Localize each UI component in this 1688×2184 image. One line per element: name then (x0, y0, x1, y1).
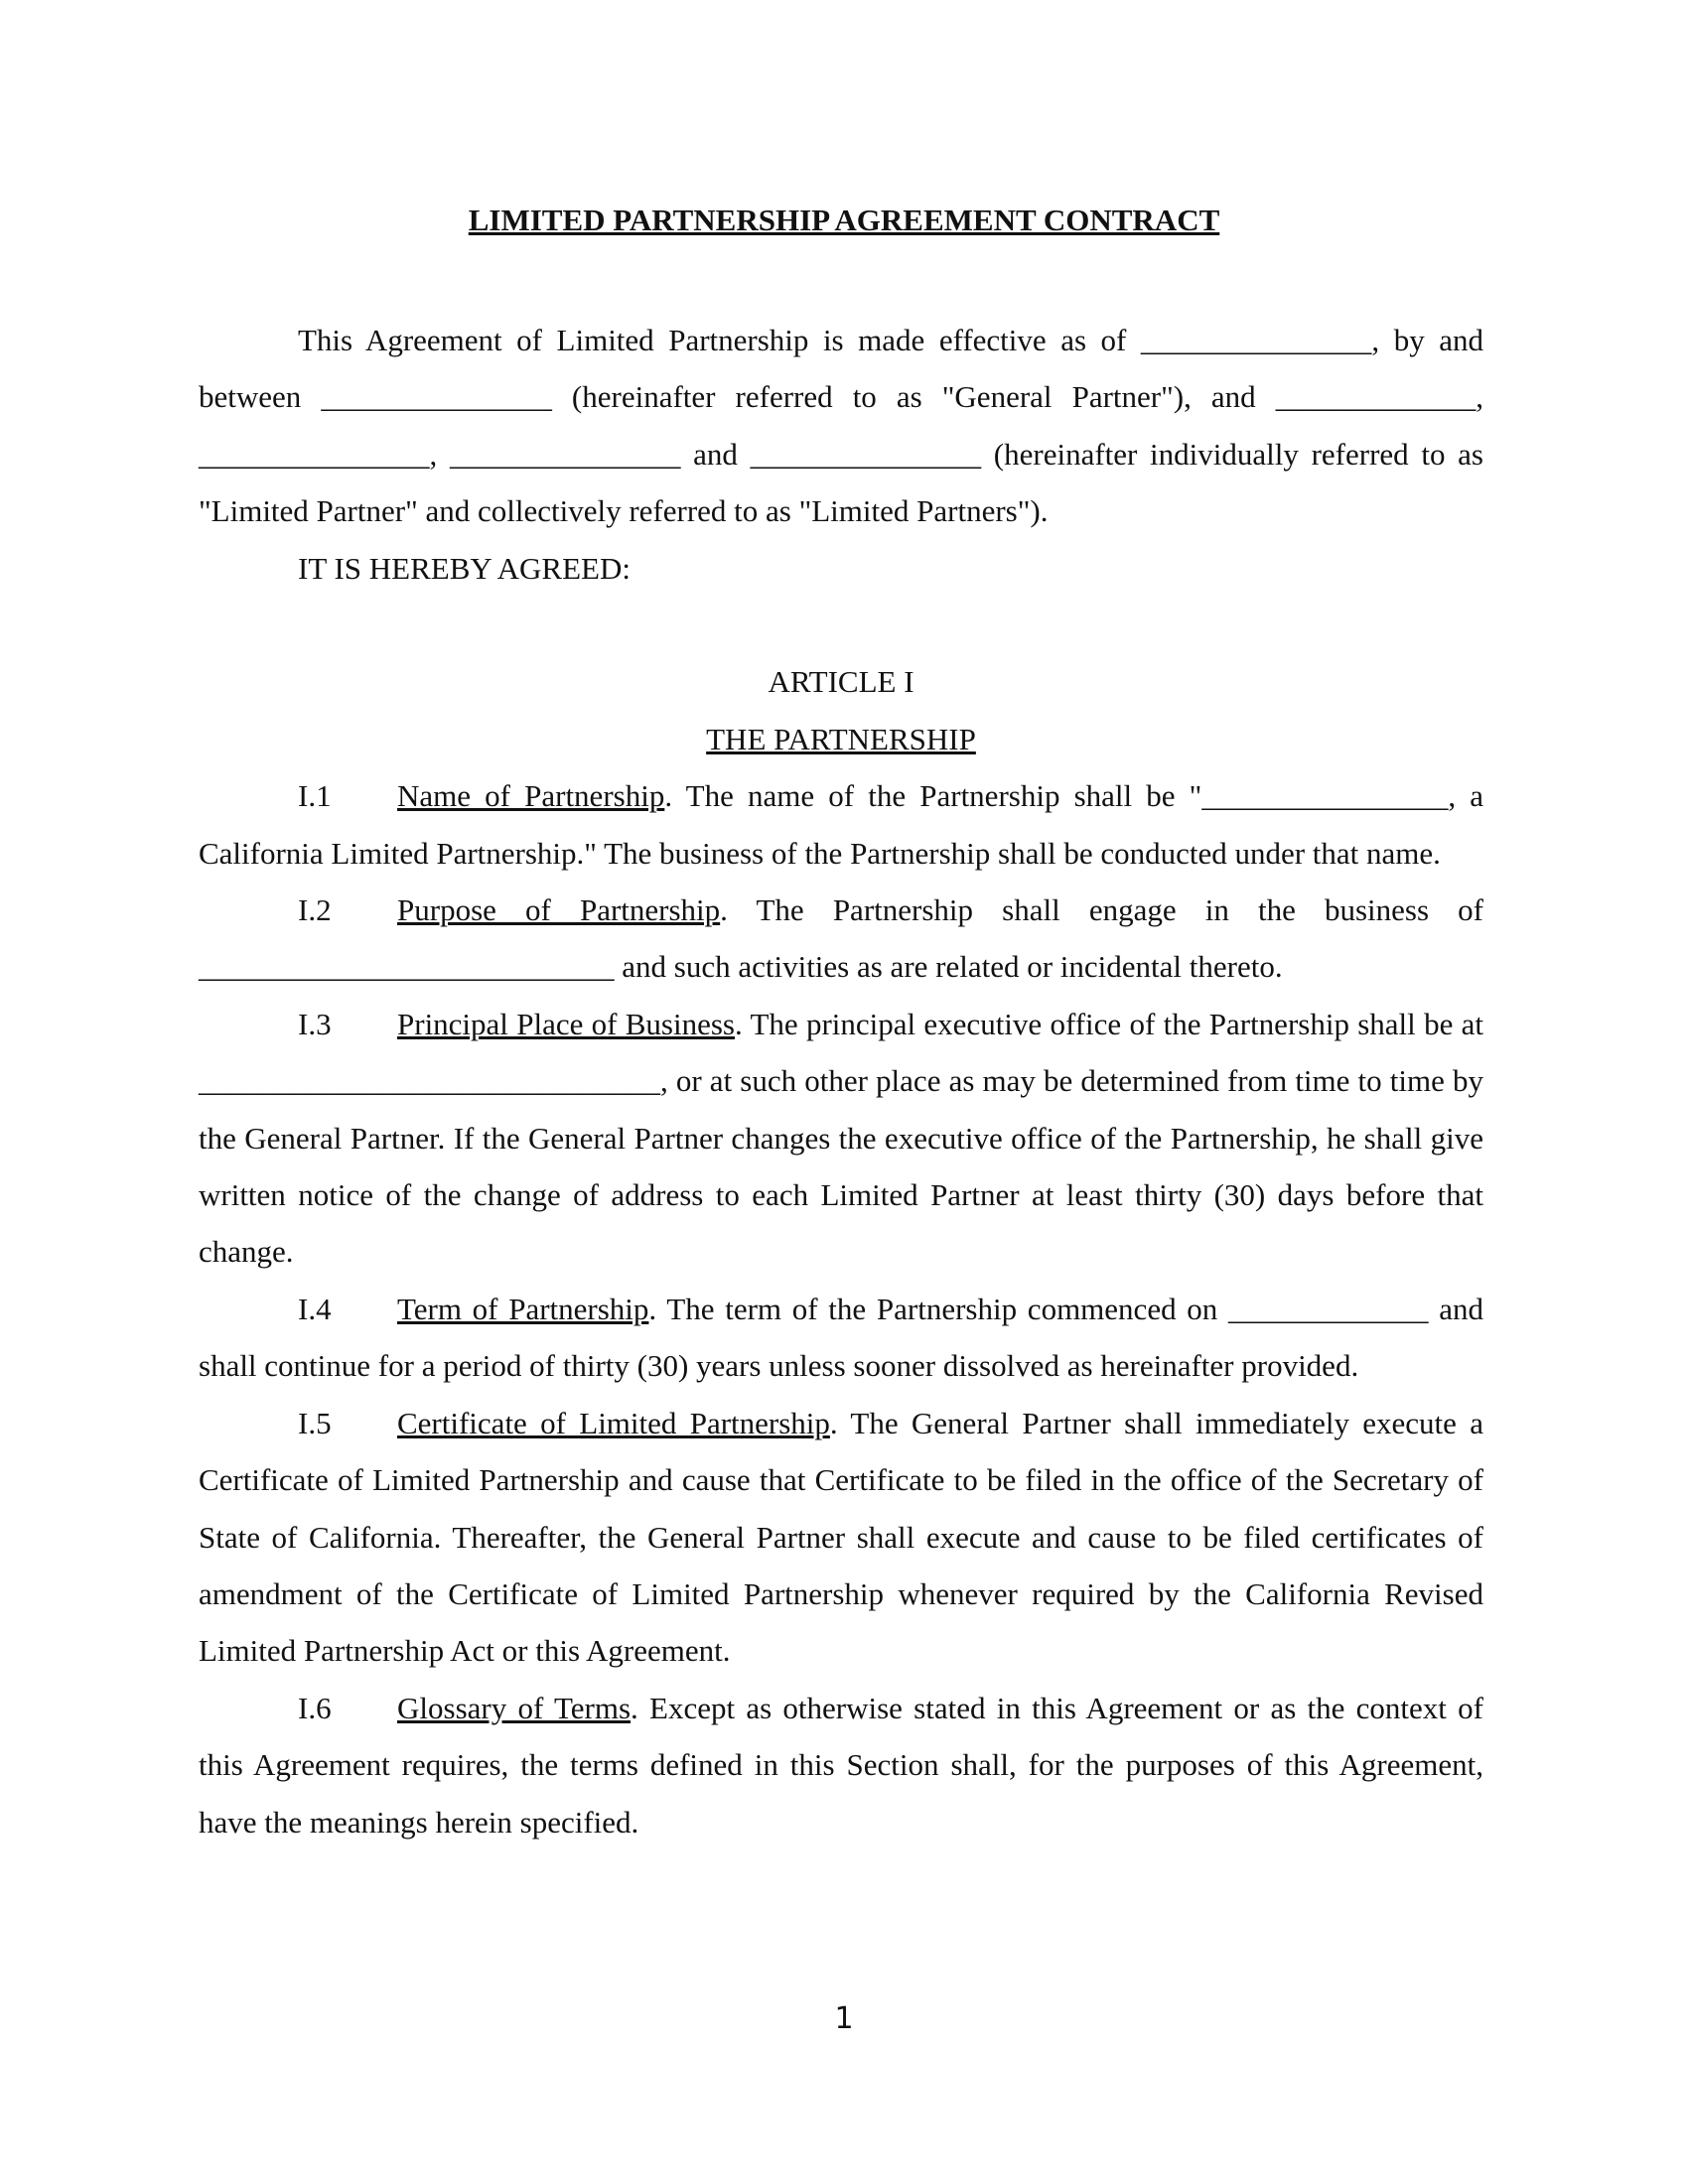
section-number: I.1 (298, 778, 332, 814)
document-body (199, 312, 1483, 1850)
section-heading: Term of Partnership (397, 1291, 649, 1326)
section-number: I.6 (298, 1690, 332, 1725)
article-title-text: THE PARTNERSHIP (706, 721, 976, 756)
section-3 (199, 996, 1483, 1281)
agreed-line: IT IS HEREBY AGREED: (298, 550, 631, 586)
section-1 (199, 767, 1483, 882)
section-5 (199, 1395, 1483, 1680)
section-4 (199, 1281, 1483, 1395)
article-title (199, 711, 1483, 767)
section-text: . The term of the Partnership commenced on _____________ and shall continue for a period of thirty (30) years unless sooner dissolved as hereinafter provided. (199, 1291, 1483, 1384)
section-number: I.5 (298, 1405, 332, 1440)
section-number: I.3 (298, 1006, 332, 1041)
section-text: . The name of the Partnership shall be "________________, a California Limited Partnership." The business of the Partnership shall be conducted under that name. (199, 778, 1483, 871)
article-number: ARTICLE I (768, 664, 914, 700)
page-number: 1 (834, 2001, 854, 2036)
section-6 (199, 1680, 1483, 1850)
section-number: I.4 (298, 1291, 332, 1326)
section-number: I.2 (298, 892, 332, 928)
section-2 (199, 882, 1483, 996)
section-heading: Purpose of Partnership (397, 892, 721, 928)
section-text: . The General Partner shall immediately execute a Certificate of Limited Partnership and cause that Certificate to be filed in the office of the Secretary of State of California. Thereafter, the General Partner shall execute and cause to be filed certificates of amendment of the Certificate of Limited Partnership whenever required by the California Revised Limited Partnership Act or this Agreement. (199, 1405, 1483, 1669)
section-heading: Principal Place of Business (397, 1006, 735, 1041)
section-heading: Name of Partnership (397, 778, 665, 814)
intro-paragraph: This Agreement of Limited Partnership is made effective as of _______________, by and between _______________ (hereinafter referred to as "General Partner"), and _____________, _______________, _______________ and _______________ (hereinafter individually referred to as "Limited Partner" and collectively referred to as "Limited Partners"). (199, 323, 1483, 529)
section-heading: Certificate of Limited Partnership (397, 1405, 830, 1440)
section-text: . The Partnership shall engage in the business of ___________________________ and such activities as are related or incidental thereto. (199, 892, 1484, 985)
section-heading: Glossary of Terms (397, 1690, 632, 1725)
section-text: . Except as otherwise stated in this Agreement or as the context of this Agreement requires, the terms defined in this Section shall, for the purposes of this Agreement, have the meanings herein specified. (199, 1690, 1483, 1840)
section-text: . The principal executive office of the Partnership shall be at ______________________________, or at such other place as may be determined from time to time by the General Partner. If the General Partner changes the executive office of the Partnership, he shall give written notice of the change of address to each Limited Partner at least thirty (30) days before that change. (199, 1006, 1483, 1270)
spacer (199, 597, 1483, 653)
document-title: LIMITED PARTNERSHIP AGREEMENT CONTRACT (468, 203, 1220, 237)
